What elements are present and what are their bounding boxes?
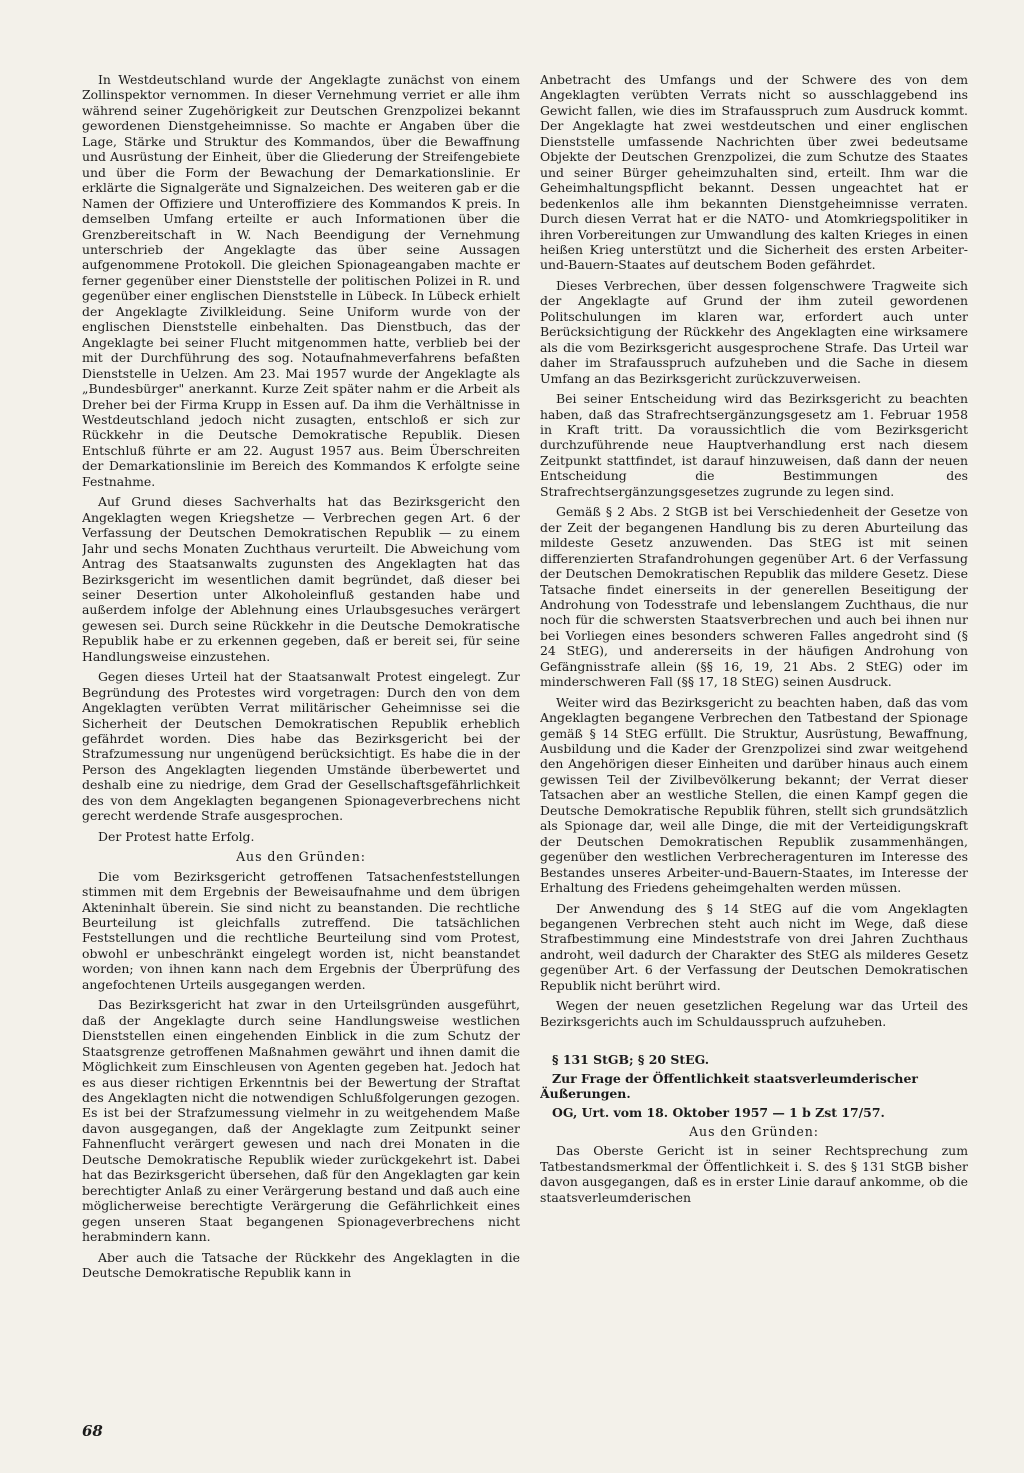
left-column (82, 72, 520, 1423)
paragraph: Der Protest hatte Erfolg. (98, 828, 255, 844)
case-title: Zur Frage der Öffentlichkeit staatsverleumderischer Äußerungen. (540, 1070, 918, 1102)
section-heading: Aus den Gründen: (236, 849, 366, 865)
paragraph: Gegen dieses Urteil hat der Staatsanwalt Protest eingelegt. Zur Begründung des Protestes wird vorgetragen: Durch den von dem Angeklagten verübten Verrat militärischer Geheimnisse sei die Sicherheit der Deutschen Demokratischen Republik erheblich gefährdet worden. Dies habe das Bezirksgericht bei der Strafzumessung nur ungenügend berücksichtigt. Es habe die in der Person des Angeklagten liegenden Umstände überbewertet und deshalb eine zu niedrige, dem Grad der Gesellschaftsgefährlichkeit des von dem Angeklagten begangenen Spionageverbrechens nicht gerecht werdende Strafe ausgesprochen. (82, 669, 520, 824)
paragraph: Der Anwendung des § 14 StEG auf die vom Angeklagten begangenen Verbrechen steht auch nicht im Wege, daß diese Strafbestimmung eine Mindeststrafe von drei Jahren Zuchthaus androht, weil dadurch der Charakter des StEG als milderes Gesetz gegenüber Art. 6 der Verfassung der Deutschen Demokratischen Republik nicht berührt wird. (540, 900, 968, 993)
paragraph: Bei seiner Entscheidung wird das Bezirksgericht zu beachten haben, daß das Strafrechtsergänzungsgesetz am 1. Februar 1958 in Kraft tritt. Da voraussichtlich die vom Bezirksgericht durchzuführende neue Hauptverhandlung erst nach diesem Zeitpunkt stattfindet, ist darauf hinzuweisen, daß dann der neuen Entscheidung die Bestimmungen des Strafrechtsergänzungsgesetzes zugrunde zu legen sind. (540, 391, 968, 499)
paragraph: Anbetracht des Umfangs und der Schwere des von dem Angeklagten verübten Verrats nicht so ausschlaggebend ins Gewicht fallen, wie dies im Strafausspruch zum Ausdruck kommt. Der Angeklagte hat zwei westdeutschen und einer englischen Dienststelle umfassende Nachrichten über zwei bedeutsame Objekte der Deutschen Grenzpolizei, die zum Schutze des Staates und seiner Bürger geheimzuhalten sind, erteilt. Ihm war die Geheimhaltungspflicht bekannt. Dessen ungeachtet hat er bedenkenlos alle ihm bekannten Dienstgeheimnisse verraten. Durch diesen Verrat hat er die NATO- und Atomkriegspolitiker in ihren Vorbereitungen zur Umwandlung des kalten Krieges in einen heißen Krieg unterstützt und die Sicherheit des ersten Arbeiter-und-Bauern-Staates auf deutschem Boden gefährdet. (540, 72, 968, 273)
paragraph: Gemäß § 2 Abs. 2 StGB ist bei Verschiedenheit der Gesetze von der Zeit der begangenen Handlung bis zu deren Aburteilung das mildeste Gesetz anzuwenden. Das StEG ist mit seinen differenzierten Strafandrohungen gegenüber Art. 6 der Verfassung der Deutschen Demokratischen Republik das mildere Gesetz. Diese Tatsache findet einerseits in der generellen Beseitigung der Androhung von Todesstrafe und lebenslangem Zuchthaus, die nur noch für die schwersten Staatsverbrechen und auch bei ihnen nur bei Vorliegen eines besonders schweren Falles angedroht sind (§ 24 StEG), und andererseits in der häufigen Androhung von Gefängnisstrafe allein (§§ 16, 19, 21 Abs. 2 StEG) oder im minderschweren Fall (§§ 17, 18 StEG) seinen Ausdruck. (540, 504, 968, 690)
court-citation: OG, Urt. vom 18. Oktober 1957 — 1 b Zst 17/57. (552, 1104, 885, 1120)
paragraph: Auf Grund dieses Sachverhalts hat das Bezirksgericht den Angeklagten wegen Kriegshetze — Verbrechen gegen Art. 6 der Verfassung der Deutschen Demokratischen Republik — zu einem Jahr und sechs Monaten Zuchthaus verurteilt. Die Abweichung vom Antrag des Staatsanwalts zugunsten des Angeklagten hat das Bezirksgericht im wesentlichen damit begründet, daß dieser bei seiner Desertion unter Alkoholeinfluß gestanden habe und außerdem infolge der Ablehnung eines Urlaubsgesuches verärgert gewesen sei. Durch seine Rückkehr in die Deutsche Demokratische Republik habe er zu erkennen gegeben, daß er bereit sei, für seine Handlungsweise einzustehen. (82, 494, 520, 664)
paragraph: Die vom Bezirksgericht getroffenen Tatsachenfeststellungen stimmen mit dem Ergebnis der Beweisaufnahme und dem übrigen Akteninhalt überein. Sie sind nicht zu beanstanden. Die rechtliche Beurteilung ist gleichfalls zutreffend. Die tatsächlichen Feststellungen und die rechtliche Beurteilung sind vom Protest, obwohl er unbeschränkt eingelegt worden ist, nicht beanstandet worden; von ihnen kann nach dem Ergebnis der Überprüfung des angefochtenen Urteils ausgegangen werden. (82, 868, 520, 992)
section-heading: Aus den Gründen: (689, 1124, 819, 1139)
paragraph: In Westdeutschland wurde der Angeklagte zunächst von einem Zollinspektor vernommen. In dieser Vernehmung verriet er alle ihm während seiner Zugehörigkeit zur Deutschen Grenzpolizei bekannt gewordenen Dienstgeheimnisse. So machte er Angaben über die Lage, Stärke und Struktur des Kommandos, über die Bewaffnung und Ausrüstung der Einheit, über die Gliederung der Streifengebiete und über die Form der Bewachung der Demarkationslinie. Er erklärte die Signalgeräte und Signalzeichen. Des weiteren gab er die Namen der Offiziere und Unteroffiziere des Kommandos K preis. In demselben Umfang erteilte er auch Informationen über die Grenzbereitschaft in W. Nach Beendigung der Vernehmung unterschrieb der Angeklagte das über seine Aussagen aufgenommene Protokoll. Die gleichen Spionageangaben machte er ferner gegenüber einer Dienststelle der politischen Polizei in R. und gegenüber einer englischen Dienststelle in Lübeck. In Lübeck erhielt der Angeklagte Zivilkleidung. Seine Uniform wurde von der englischen Dienststelle einbehalten. Das Dienstbuch, das der Angeklagte bei seiner Flucht mitgenommen hatte, verblieb bei der mit der Durchführung des sog. Notaufnahmeverfahrens befaßten Dienststelle in Uelzen. Am 23. Mai 1957 wurde der Angeklagte als „Bundesbürger" anerkannt. Kurze Zeit später nahm er die Arbeit als Dreher bei der Firma Krupp in Essen auf. Da ihm die Verhältnisse in Westdeutschland jedoch nicht zusagten, entschloß er sich zur Rückkehr in die Deutsche Demokratische Republik. Diesen Entschluß führte er am 22. August 1957 aus. Beim Überschreiten der Demarkationslinie im Bereich des Kommandos K erfolgte seine Festnahme. (82, 72, 520, 489)
page-number: 68 (82, 1422, 103, 1440)
section-reference: § 131 StGB; § 20 StEG. (552, 1052, 710, 1068)
paragraph: Dieses Verbrechen, über dessen folgenschwere Tragweite sich der Angeklagte auf Grund der ihm zuteil gewordenen Politschulungen im klaren war, erfordert auch unter Berücksichtigung der Rückkehr des Angeklagten eine wirksamere als die vom Bezirksgericht ausgesprochene Strafe. Das Urteil war daher im Strafausspruch aufzuheben und die Sache in diesem Umfang an das Bezirksgericht zurückzuverweisen. (540, 277, 968, 386)
paragraph: Das Bezirksgericht hat zwar in den Urteilsgründen ausgeführt, daß der Angeklagte durch seine Handlungsweise westlichen Dienststellen einen eingehenden Einblick in die zum Schutz der Staatsgrenze getroffenen Maßnahmen gewährt und ihnen damit die Möglichkeit zum Einschleusen von Agenten gegeben hat. Jedoch hat es aus dieser richtigen Erkenntnis bei der Bewertung der Straftat des Angeklagten nicht die notwendigen Schlußfolgerungen gezogen. Es ist bei der Strafzumessung vielmehr in zu weitgehendem Maße davon ausgegangen, daß der Angeklagte zum Zeitpunkt seiner Fahnenflucht verärgert gewesen und nach drei Monaten in die Deutsche Demokratische Republik wieder zurückgekehrt ist. Dabei hat das Bezirksgericht übersehen, daß für den Angeklagten gar kein berechtigter Anlaß zu einer Verärgerung bestand und daß auch eine möglicherweise berechtigte Verärgerung die Gefährlichkeit eines gegen unseren Staat begangenen Spionageverbrechens nicht herabmindern kann. (82, 997, 520, 1245)
paragraph: Weiter wird das Bezirksgericht zu beachten haben, daß das vom Angeklagten begangene Verbrechen den Tatbestand der Spionage gemäß § 14 StEG erfüllt. Die Struktur, Ausrüstung, Bewaffnung, Ausbildung und die Kader der Grenzpolizei sind zwar weitgehend den Angehörigen dieser Einheiten und darüber hinaus auch einem gewissen Teil der Zivilbevölkerung bekannt; der Verrat dieser Tatsachen aber an westliche Stellen, die einen Kampf gegen die Deutsche Demokratische Republik führen, stellt sich grundsätzlich als Spionage dar, weil alle Dinge, die mit der Verteidigungskraft der Deutschen Demokratischen Republik zusammenhängen, gegenüber den westlichen Verbrecheragenturen im Interesse des Bestandes unseres Arbeiter-und-Bauern-Staates, im Interesse der Erhaltung des Friedens geheimgehalten werden müssen. (540, 694, 968, 896)
paragraph: Wegen der neuen gesetzlichen Regelung war das Urteil des Bezirksgerichts auch im Schuldausspruch aufzuheben. (540, 998, 968, 1029)
spacer (540, 1034, 968, 1044)
paragraph: Das Oberste Gericht ist in seiner Rechtsprechung zum Tatbestandsmerkmal der Öffentlichkeit i. S. des § 131 StGB bisher davon ausgegangen, daß es in erster Linie darauf ankomme, ob die staatsverleumderischen (540, 1143, 968, 1205)
paragraph: Aber auch die Tatsache der Rückkehr des Angeklagten in die Deutsche Demokratische Republik kann in (82, 1249, 520, 1280)
right-column (540, 72, 968, 1423)
